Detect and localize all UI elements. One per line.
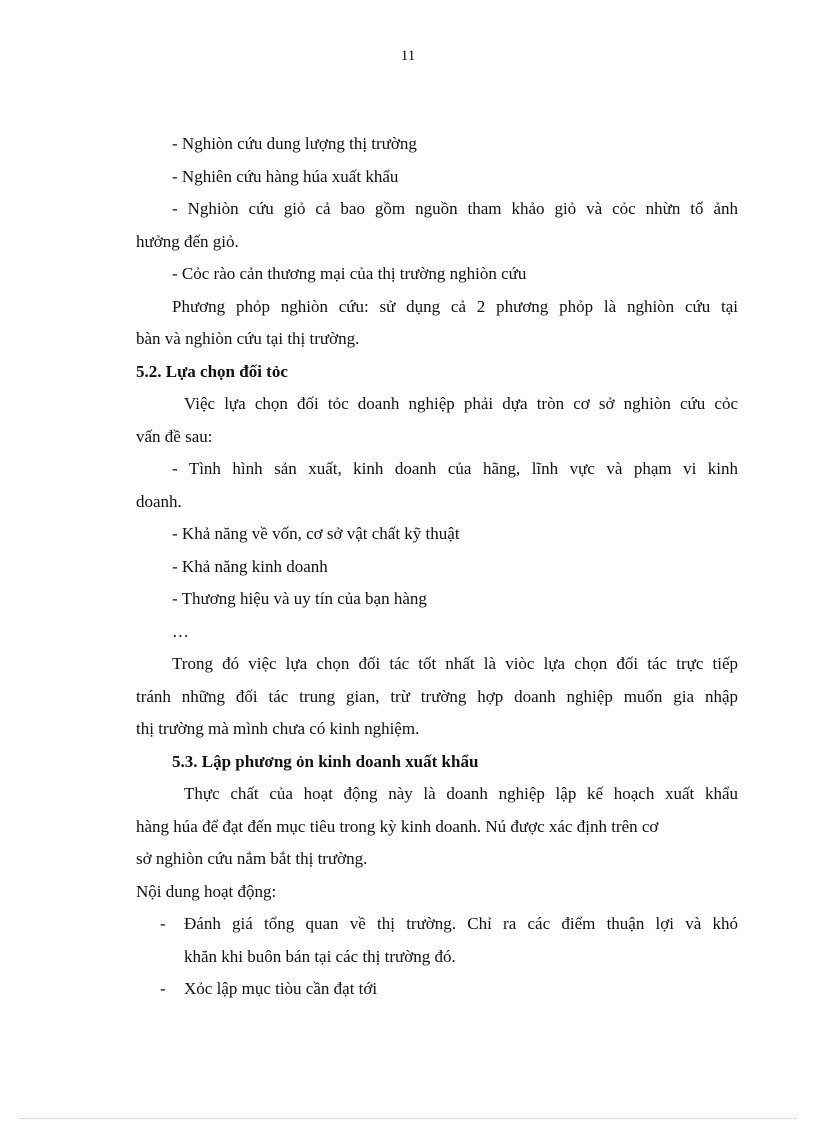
- document-body: [136, 128, 738, 1006]
- bullet-item: [136, 908, 738, 973]
- paragraph-line: bàn và nghiòn cứu tại thị trường.: [136, 329, 360, 348]
- paragraph-line: Đánh giá tổng quan về thị trường. Chỉ ra các điểm thuận lợi và khó: [184, 914, 738, 933]
- section-heading: 5.3. Lập phương ỏn kinh doanh xuất khẩu: [172, 751, 479, 771]
- paragraph-line: - Tình hình sản xuất, kinh doanh của hãng, lĩnh vực và phạm vi kinh: [172, 459, 738, 478]
- paragraph-line: …: [172, 621, 189, 641]
- paragraph-line: Trong đó việc lựa chọn đối tác tốt nhất là viòc lựa chọn đối tác trực tiếp: [172, 654, 738, 673]
- page-bottom-divider: [20, 1118, 796, 1119]
- bullet-dash: -: [160, 914, 166, 933]
- paragraph-line: Xỏc lập mục tiòu cần đạt tới: [184, 979, 378, 998]
- paragraph-line: - Nghiòn cứu dung lượng thị trường: [172, 134, 417, 153]
- bullet-item: [136, 973, 738, 1006]
- paragraph-line: hàng húa để đạt đến mục tiêu trong kỳ kinh doanh. Nú được xác định trên cơ: [136, 816, 659, 836]
- paragraph-line: hưởng đến giỏ.: [136, 231, 239, 251]
- paragraph-line: thị trường mà mình chưa có kinh nghiệm.: [136, 719, 420, 738]
- paragraph-line: - Khả năng về vốn, cơ sở vật chất kỹ thuật: [172, 524, 460, 543]
- paragraph-line: vấn đề sau:: [136, 426, 213, 446]
- paragraph-line: - Khả năng kinh doanh: [172, 556, 328, 576]
- paragraph-line: Nội dung hoạt động:: [136, 881, 277, 901]
- paragraph-line: Phương phỏp nghiòn cứu: sử dụng cả 2 phương phỏp là nghiòn cứu tại: [172, 296, 738, 316]
- paragraph-line: tránh những đối tác trung gian, trừ trường hợp doanh nghiệp muốn gia nhập: [136, 686, 738, 706]
- bullet-dash: -: [160, 979, 166, 998]
- paragraph-line: - Cỏc rào cản thương mại của thị trường nghiòn cứu: [172, 264, 527, 283]
- paragraph-line: doanh.: [136, 491, 182, 511]
- page-number: 11: [400, 48, 416, 64]
- paragraph-line: Thực chất của hoạt động này là doanh nghiệp lập kế hoạch xuất khẩu: [184, 784, 738, 803]
- paragraph-line: khăn khi buôn bán tại các thị trường đó.: [184, 946, 456, 966]
- section-heading: 5.2. Lựa chọn đối tỏc: [136, 361, 288, 381]
- paragraph-line: - Nghiòn cứu giỏ cả bao gồm nguồn tham khảo giỏ và cỏc nhừn tố ảnh: [172, 199, 738, 218]
- paragraph-line: - Thương hiệu và uy tín của bạn hàng: [172, 589, 427, 608]
- paragraph-line: - Nghiên cứu hàng húa xuất khẩu: [172, 166, 399, 186]
- paragraph-line: Việc lựa chọn đối tỏc doanh nghiệp phải dựa tròn cơ sở nghiòn cứu cỏc: [184, 394, 738, 413]
- paragraph-line: sở nghiòn cứu nắm bắt thị trường.: [136, 849, 368, 868]
